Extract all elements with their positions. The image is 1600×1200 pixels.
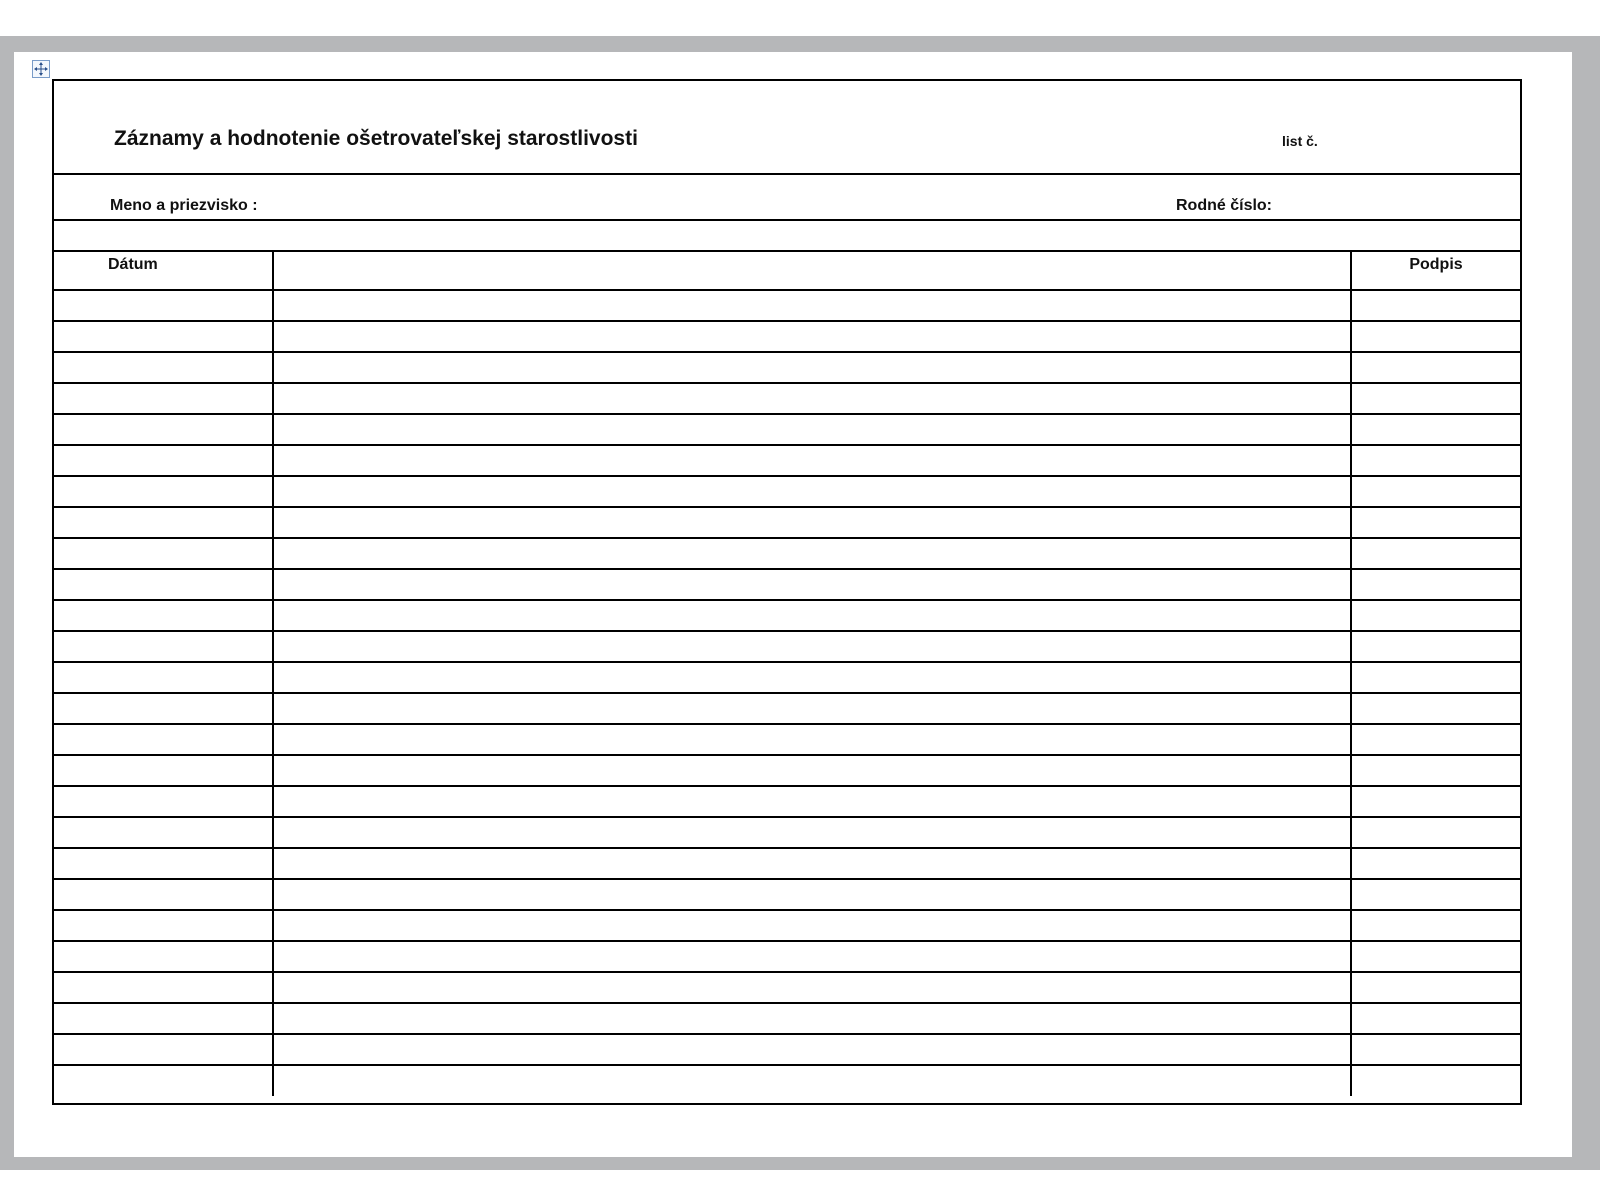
date-cell[interactable] <box>54 848 273 879</box>
signature-cell[interactable] <box>1351 941 1520 972</box>
patient-info-row <box>54 175 1520 221</box>
description-cell[interactable] <box>273 538 1351 569</box>
table-row <box>54 724 1520 755</box>
description-cell[interactable] <box>273 383 1351 414</box>
description-cell[interactable] <box>273 848 1351 879</box>
date-cell[interactable] <box>54 724 273 755</box>
signature-cell[interactable] <box>1351 693 1520 724</box>
date-cell[interactable] <box>54 445 273 476</box>
nursing-record-form <box>52 79 1522 1105</box>
table-row <box>54 662 1520 693</box>
date-cell[interactable] <box>54 290 273 321</box>
date-cell[interactable] <box>54 786 273 817</box>
description-cell[interactable] <box>273 569 1351 600</box>
date-cell[interactable] <box>54 507 273 538</box>
table-row <box>54 476 1520 507</box>
signature-cell[interactable] <box>1351 352 1520 383</box>
signature-cell[interactable] <box>1351 445 1520 476</box>
table-row <box>54 941 1520 972</box>
date-cell[interactable] <box>54 1034 273 1065</box>
date-cell[interactable] <box>54 910 273 941</box>
date-cell[interactable] <box>54 662 273 693</box>
signature-cell[interactable] <box>1351 383 1520 414</box>
table-row <box>54 569 1520 600</box>
date-cell[interactable] <box>54 569 273 600</box>
description-cell[interactable] <box>273 445 1351 476</box>
table-row <box>54 1003 1520 1034</box>
description-cell[interactable] <box>273 476 1351 507</box>
table-row <box>54 290 1520 321</box>
table-row <box>54 972 1520 1003</box>
table-row <box>54 352 1520 383</box>
signature-cell[interactable] <box>1351 538 1520 569</box>
table-header-row <box>54 252 1520 290</box>
patient-name-label: Meno a priezvisko : <box>110 197 258 214</box>
description-cell[interactable] <box>273 1034 1351 1065</box>
description-cell[interactable] <box>273 600 1351 631</box>
date-cell[interactable] <box>54 879 273 910</box>
description-cell[interactable] <box>273 972 1351 1003</box>
description-cell[interactable] <box>273 910 1351 941</box>
description-cell[interactable] <box>273 352 1351 383</box>
description-cell[interactable] <box>273 290 1351 321</box>
table-row <box>54 755 1520 786</box>
date-cell[interactable] <box>54 755 273 786</box>
signature-cell[interactable] <box>1351 724 1520 755</box>
signature-cell[interactable] <box>1351 1065 1520 1096</box>
signature-cell[interactable] <box>1351 662 1520 693</box>
date-cell[interactable] <box>54 383 273 414</box>
signature-cell[interactable] <box>1351 1034 1520 1065</box>
title-row <box>54 81 1520 175</box>
description-cell[interactable] <box>273 786 1351 817</box>
date-cell[interactable] <box>54 476 273 507</box>
description-cell[interactable] <box>273 693 1351 724</box>
description-cell[interactable] <box>273 321 1351 352</box>
signature-cell[interactable] <box>1351 290 1520 321</box>
signature-cell[interactable] <box>1351 631 1520 662</box>
date-cell[interactable] <box>54 600 273 631</box>
table-row <box>54 786 1520 817</box>
table-row <box>54 848 1520 879</box>
date-cell[interactable] <box>54 1003 273 1034</box>
signature-cell[interactable] <box>1351 910 1520 941</box>
table-row <box>54 1034 1520 1065</box>
date-cell[interactable] <box>54 631 273 662</box>
description-cell[interactable] <box>273 507 1351 538</box>
signature-cell[interactable] <box>1351 786 1520 817</box>
description-cell[interactable] <box>273 414 1351 445</box>
description-cell[interactable] <box>273 1003 1351 1034</box>
signature-cell[interactable] <box>1351 600 1520 631</box>
table-row <box>54 414 1520 445</box>
description-cell[interactable] <box>273 1065 1351 1096</box>
description-cell[interactable] <box>273 724 1351 755</box>
table-row <box>54 445 1520 476</box>
date-column-header: Dátum <box>54 252 273 290</box>
signature-cell[interactable] <box>1351 507 1520 538</box>
description-cell[interactable] <box>273 662 1351 693</box>
table-row <box>54 631 1520 662</box>
signature-cell[interactable] <box>1351 414 1520 445</box>
date-cell[interactable] <box>54 1065 273 1096</box>
date-cell[interactable] <box>54 941 273 972</box>
table-row <box>54 507 1520 538</box>
table-row <box>54 383 1520 414</box>
records-table <box>54 252 1520 1096</box>
signature-cell[interactable] <box>1351 1003 1520 1034</box>
description-cell[interactable] <box>273 631 1351 662</box>
date-cell[interactable] <box>54 352 273 383</box>
table-row <box>54 817 1520 848</box>
sheet-number-label: list č. <box>1282 133 1318 149</box>
blank-row[interactable] <box>54 221 1520 252</box>
date-cell[interactable] <box>54 693 273 724</box>
date-cell[interactable] <box>54 817 273 848</box>
description-cell[interactable] <box>273 755 1351 786</box>
signature-cell[interactable] <box>1351 972 1520 1003</box>
date-cell[interactable] <box>54 321 273 352</box>
birth-number-label: Rodné číslo: <box>1176 197 1273 214</box>
description-cell[interactable] <box>273 817 1351 848</box>
description-cell[interactable] <box>273 879 1351 910</box>
signature-cell[interactable] <box>1351 755 1520 786</box>
signature-cell[interactable] <box>1351 569 1520 600</box>
table-row <box>54 321 1520 352</box>
table-row <box>54 910 1520 941</box>
date-cell[interactable] <box>54 538 273 569</box>
table-row <box>54 600 1520 631</box>
table-row <box>54 879 1520 910</box>
signature-column-header: Podpis <box>1409 256 1463 273</box>
date-cell[interactable] <box>54 414 273 445</box>
document-title: Záznamy a hodnotenie ošetrovateľskej starostlivosti <box>114 127 638 150</box>
description-column-header <box>273 252 1351 290</box>
table-row <box>54 693 1520 724</box>
table-row <box>54 1065 1520 1096</box>
table-row <box>54 538 1520 569</box>
table-move-handle-icon[interactable] <box>32 60 50 78</box>
signature-cell[interactable] <box>1351 476 1520 507</box>
date-cell[interactable] <box>54 972 273 1003</box>
signature-cell[interactable] <box>1351 321 1520 352</box>
description-cell[interactable] <box>273 941 1351 972</box>
signature-cell[interactable] <box>1351 817 1520 848</box>
signature-cell[interactable] <box>1351 879 1520 910</box>
signature-cell[interactable] <box>1351 848 1520 879</box>
